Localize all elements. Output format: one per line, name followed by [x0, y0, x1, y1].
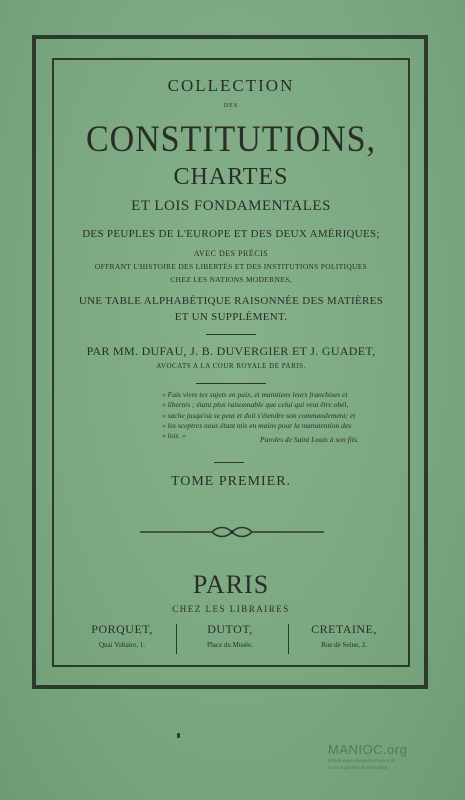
quote-line: « sache jusqu'où se peut et doit s'étendre son commandement; et — [162, 410, 356, 420]
libraires-line: CHEZ LES LIBRAIRES — [172, 604, 290, 614]
quote-attribution: Paroles de Saint Louis à son fils. — [260, 435, 359, 444]
publisher-address: Place du Musée. — [206, 641, 254, 649]
nations-line: CHEZ LES NATIONS MODERNES, — [170, 275, 292, 284]
publisher-separator — [176, 624, 177, 654]
manioc-watermark — [328, 742, 407, 771]
divider-rule — [206, 334, 256, 335]
publisher-name: DUTOT, — [207, 622, 253, 636]
publisher-address: Rue de Seine, 2. — [321, 641, 367, 649]
publisher-dutot — [180, 622, 280, 649]
supplement-line: ET UN SUPPLÉMENT. — [174, 311, 288, 323]
quote-rule — [196, 383, 266, 384]
watermark-title: MANIOC.org — [328, 742, 408, 757]
peuples-line: DES PEUPLES DE L'EUROPE ET DES DEUX AMÉRIQUES; — [82, 228, 380, 240]
chartes-heading: CHARTES — [173, 164, 289, 190]
avec-precis-line: AVEC DES PRÉCIS — [193, 249, 269, 258]
publisher-address: Quai Voltaire, 1. — [98, 641, 145, 649]
publisher-cretaine — [294, 622, 394, 649]
quote-line: « les sceptres nous étant mis en mains pour la manutention des — [162, 420, 352, 430]
publisher-porquet — [72, 622, 172, 649]
constitutions-heading: CONSTITUTIONS, — [86, 119, 376, 160]
publisher-separator — [288, 624, 289, 654]
quote-line: « lois. » — [162, 431, 186, 441]
collection-heading: COLLECTION — [167, 76, 295, 95]
authors-line: PAR MM. DUFAU, J. B. DUVERGIER ET J. GUADET, — [86, 344, 376, 358]
quote-line: « libertés ; étant plus raisonnable que celui qui veut être obéi, — [162, 400, 349, 410]
epigraph-quote — [162, 390, 402, 441]
publisher-name: CRETAINE, — [311, 622, 377, 636]
tome-rule — [214, 462, 244, 463]
table-line: UNE TABLE ALPHABÉTIQUE RAISONNÉE DES MATIÈRES — [78, 295, 384, 307]
offrant-line: OFFRANT L'HISTOIRE DES LIBERTÉS ET DES INSTITUTIONS POLITIQUES — [94, 262, 368, 271]
avocats-line: AVOCATS A LA COUR ROYALE DE PARIS. — [156, 362, 306, 370]
tome-heading: TOME PREMIER. — [170, 474, 292, 489]
lois-fondamentales-heading: ET LOIS FONDAMENTALES — [131, 198, 331, 214]
watermark-line: Bibliothèque Alexandre Franconie — [328, 758, 396, 763]
publisher-name: PORQUET, — [91, 622, 153, 636]
quote-line: « Fais vivre tes sujets en paix, et maintiens leurs franchises et — [162, 390, 348, 399]
watermark-line: Conseil général de la Guyane — [328, 765, 388, 770]
ink-spot — [177, 733, 180, 738]
city-heading: PARIS — [192, 570, 270, 599]
des-word: DES — [223, 103, 239, 109]
ornament-divider — [140, 525, 324, 539]
